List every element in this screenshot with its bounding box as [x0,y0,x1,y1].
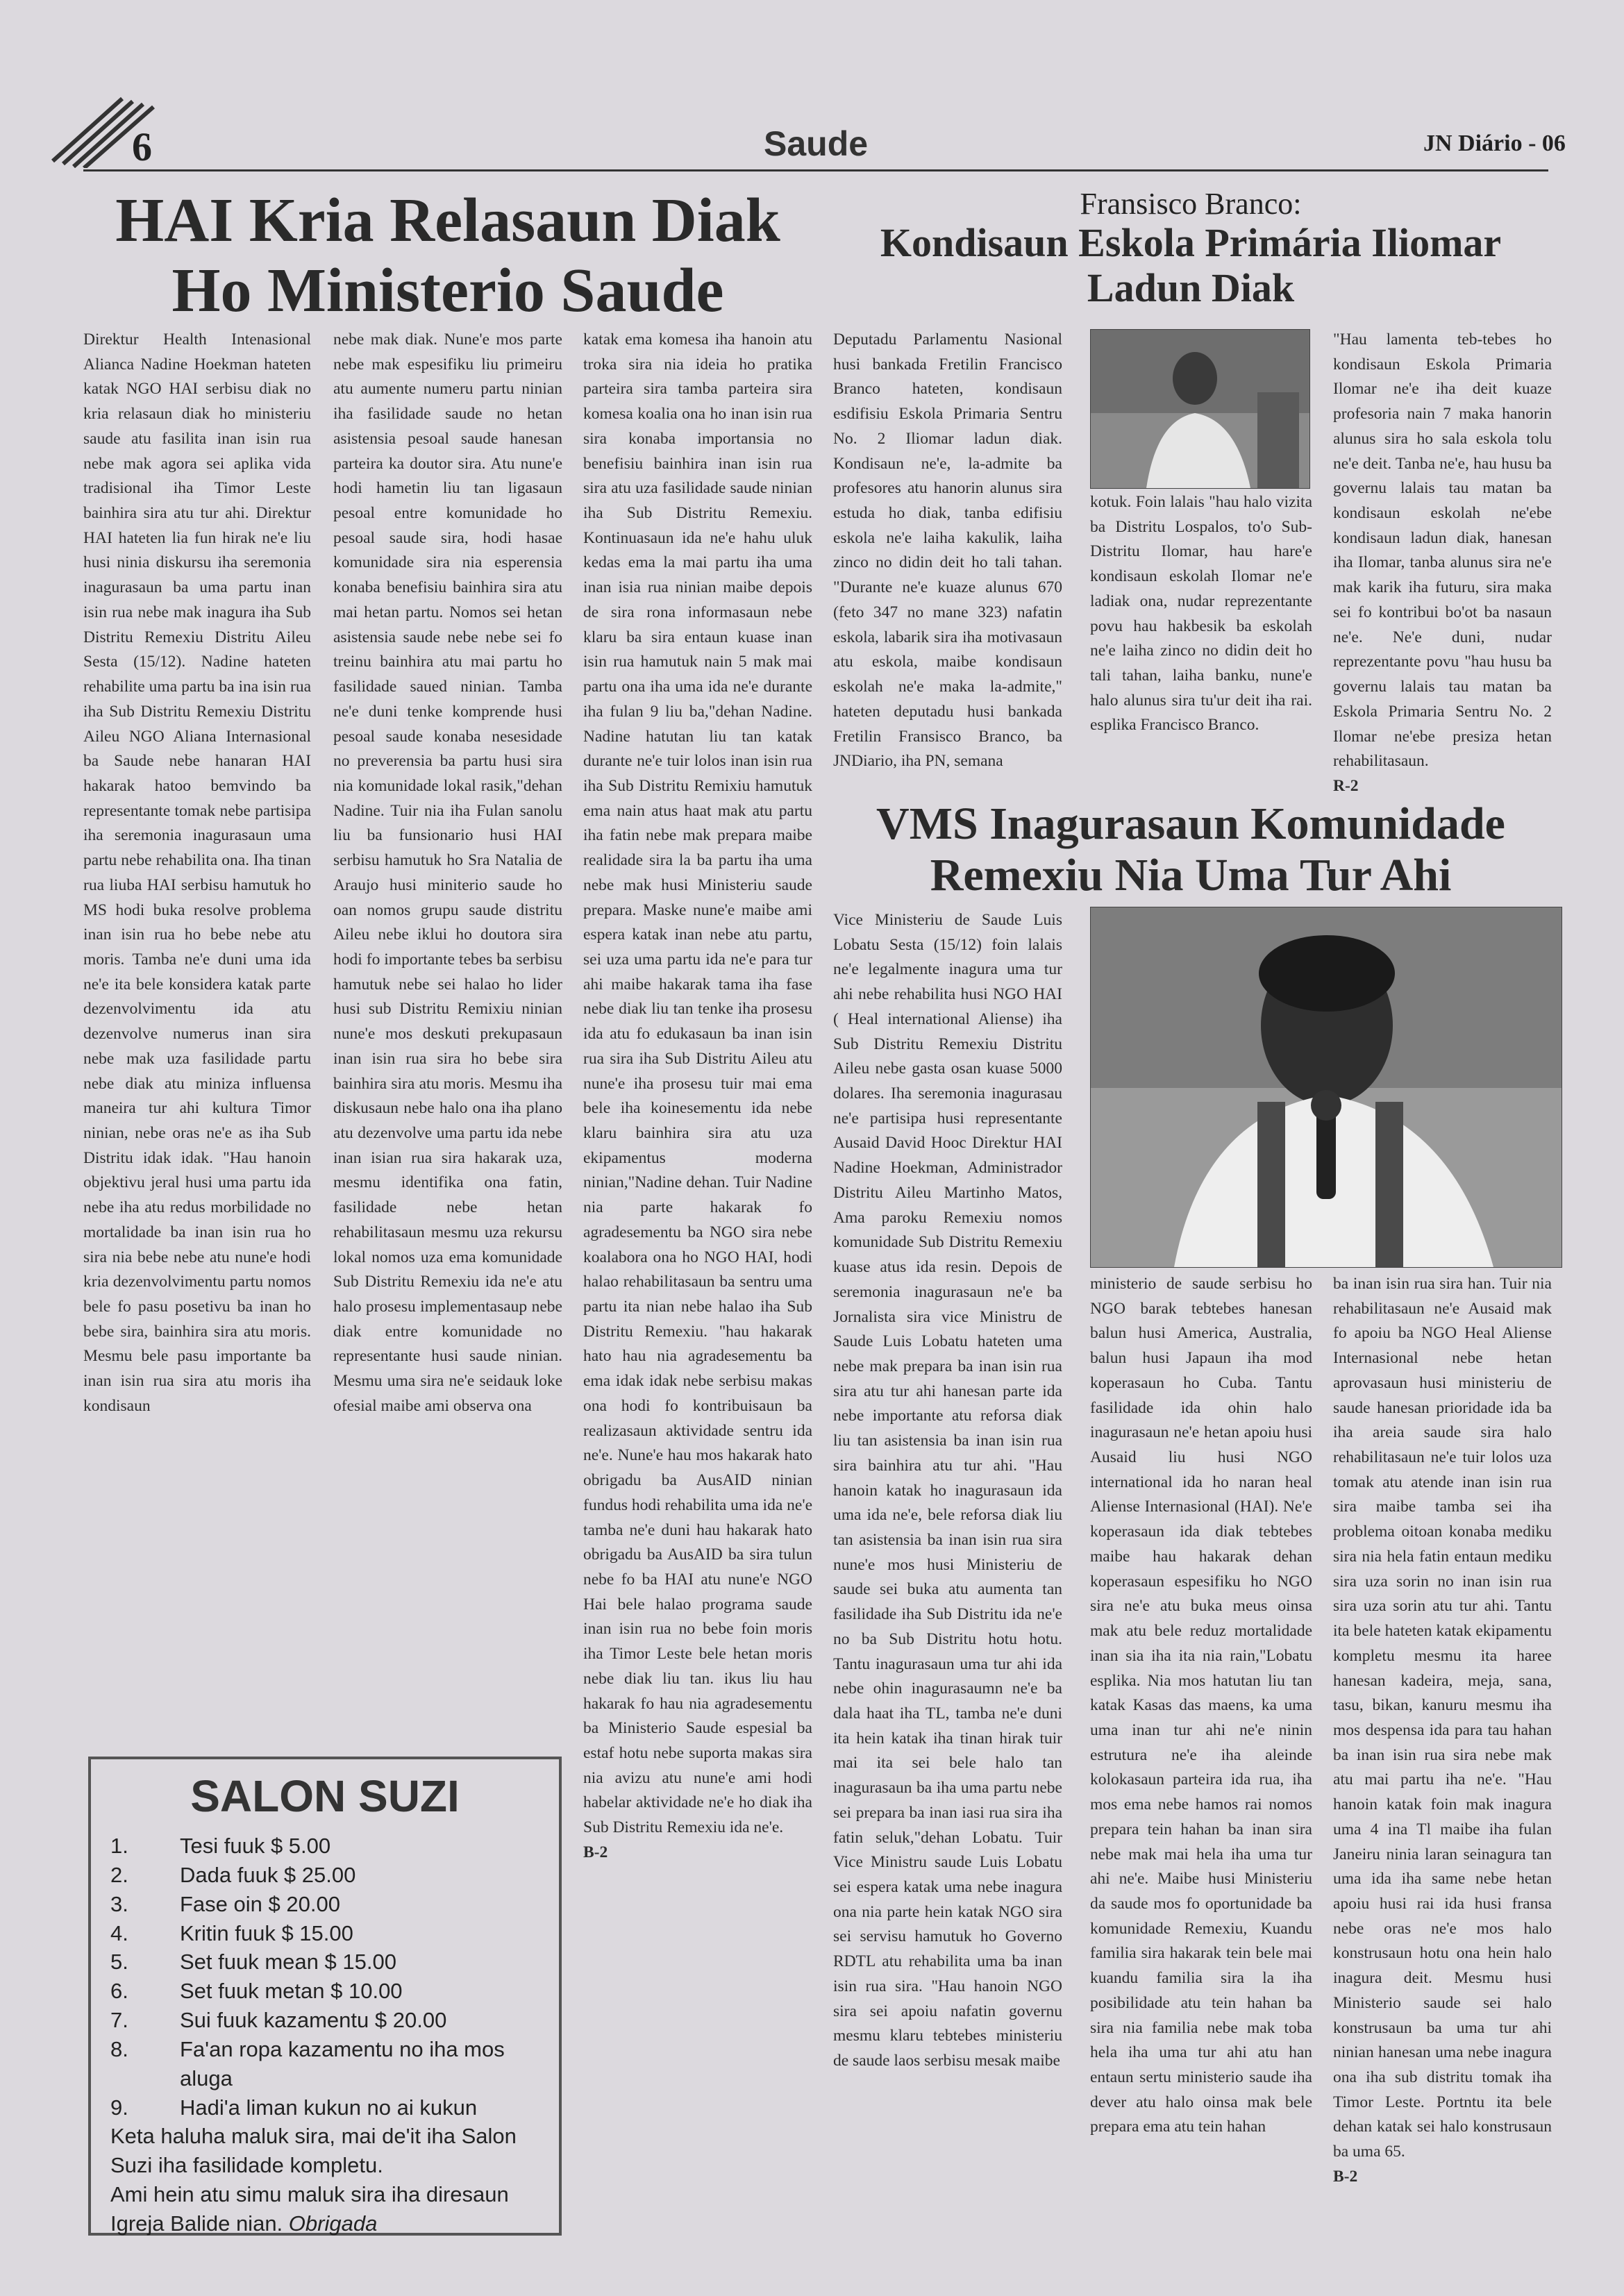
article3-signature: B-2 [1333,2167,1358,2186]
salon-price-list [110,1832,539,2122]
list-item: 3. Fase oin $ 20.00 [110,1891,340,1916]
article3-headline: VMS Inagurasaun Komunidade Remexiu Nia Uma Tur Ahi [876,798,1505,900]
list-item: 1. Tesi fuuk $ 5.00 [110,1834,331,1858]
salon-footer-1: Keta haluha maluk sira, mai de'it iha Salon Suzi iha fasilidade kompletu. [110,2124,517,2178]
article2-column-2: kotuk. Foin lalais "hau halo vizita ba Distritu Lospalos, to'o Sub-Distritu Ilomar, hau hare'e kondisaun eskolah Ilomar ne'e ladiak ona, nudar reprezentante povu hau hakbesik ba eskolah ne'e laiha zinco no didin deit ho tali tahan, laiha banku, nune'e halo alunus sira tu'ur deit iha rai. esplika Francisco Branco. [1090,493,1312,735]
article2-headline: Kondisaun Eskola Primária Iliomar Ladun Diak [880,220,1502,310]
list-item: 6. Set fuuk metan $ 10.00 [110,1979,403,2004]
article1-signature: B-2 [583,1843,608,1861]
article1-column-1: Direktur Health Intenasional Alianca Nadine Hoekman hateten katak NGO HAI serbisu diak no kria relasaun diak ho ministeriu saude atu fasilita inan isin rua nebe mak agora sei aplika vida tradisional iha Timor Leste bainhira sira atu tur ahi. Direktur HAI hateten lia fun hirak ne'e liu husi ninia diskursu iha seremonia inagurasaun ba uma partu inan isin rua nebe mak inagura iha Sub Distritu Remexiu Distritu Aileu Sesta (15/12). Nadine hateten rehabilite uma partu ba ina isin rua iha Sub Distritu Remexiu Distritu Aileu NGO Aliana Internasional ba Saude nebe hanaran HAI hakarak hatoo bemvindo ba representante tomak nebe partisipa iha seremonia inagurasaun uma partu nebe rehabilita ona. Iha tinan rua liuba HAI serbisu hamutuk ho MS hodi buka resolve problema inan isin rua ho bebe nebe atu moris. Tamba ne'e duni uma ida ne'e ita bele konsidera katak parte dezenvolvimentu ida atu dezenvolve numerus inan sira nebe mak uza fasilidade partu nebe diak atu miniza influensa maneira tur ahi kultura Timor ninian, nebe oras ne'e as iha Sub Distritu idak idak. "Hau hanoin objektivu jeral husi uma partu ida nebe iha atu redus morbilidade no mortalidade ba inan isin rua ho sira nia bebe nebe atu nune'e hodi kria dezenvolvimentu partu nomos bele fo pasu posetivu ba inan ho bebe sira, bainhira sira atu moris. Mesmu bele pasu importante ba inan isin rua sira atu moris iha kondisaun [83,330,311,1415]
salon-suzi-ad [88,1757,562,2236]
list-item: 8. Fa'an ropa kazamentu no iha mos aluga [110,2036,505,2090]
article1-column-3: katak ema komesa iha hanoin atu troka sira nia ideia ho pratika parteira sira tamba parteira sira komesa koalia ona ho inan isin rua sira konaba importansia no benefisiu bainhira inan isin rua sira atu uza fasilidade saude ninian iha Sub Distritu Remexiu. Kontinuasaun ida ne'e hahu uluk kedas ema la mai partu iha uma inan isia rua ninian maibe depois de sira rona informasaun nebe klaru ba sira entaun kuase inan isin rua hamutuk nain 5 mak mai partu ona iha uma ida ne'e durante iha fulan 9 liu ba,"dehan Nadine. Nadine hatutan liu tan katak durante ne'e tuir lolos inan isin rua iha Sub Distritu Remixiu hamutuk ema nain atus haat mak atu partu iha fatin nebe mak prepara maibe realidade sira la ba partu iha uma nebe mak husi Ministeriu saude prepara. Maske nune'e maibe ami espera katak inan nebe atu partu, sei uza uma partu ida ne'e para tur ahi maibe hakarak tama iha fase nebe diak liu tan tenke iha prosesu ida atu fo edukasaun ba inan isin rua sira iha Sub Distritu Aileu atu nune'e iha prosesu tuir mai ema bele iha koinesementu ida nebe klaru bainhira sira atu uza ekipamentus moderna ninian,"Nadine dehan. Tuir Nadine nia parte hakarak fo agradesementu ba NGO sira nebe koalabora ona ho NGO HAI, hodi halao rehabilitasaun ba sentru uma partu ita nian nebe halao iha Sub Distritu Remexiu. "hau hakarak hato hau nia agradesementu ba ema idak idak nebe serbisu makas ona hodi fo kontribuisaun ba realizasaun aktividade sentru ida ne'e. Nune'e hau mos hakarak hato obrigadu ba AusAID ninian fundus hodi rehabilita uma ida ne'e tamba ne'e duni hau hakarak hato obrigadu ba AusAID ba sira tulun nebe fo ba HAI atu nune'e NGO Hai bele halao programa saude inan isin rua no bebe foin moris iha Timor Leste bele hetan moris nebe diak liu tan. ikus liu hau hakarak fo hau nia agradesementu ba Ministerio Saude espesial ba estaf hotu nebe suporta makas sira nia avizu atu nune'e ami hodi habelar aktividade ne'e ho diak iha Sub Distritu Remexiu ida ne'e. B-2 [583,330,812,1861]
article1-column-2: nebe mak diak. Nune'e mos parte nebe mak espesifiku liu primeiru atu aumente numeru partu ninian iha fasilidade saude no hetan asistensia pesoal saude hanesan parteira ka doutor sira. Atu nune'e hodi hametin liu tan ligasaun pesoal entre komunidade ho pesoal saude sira, hodi hasae komunidade sira nia esperensia konaba benefisiu bainhira sira atu mai hetan partu. Nomos sei hetan asistensia saude nebe nebe sei fo treinu bainhira atu mai partu ho fasilidade saued ninian. Tamba ne'e duni tenke komprende husi pesoal saude konaba nesesidade no preverensia ba partu husi sira nia komunidade lokal rasik,"dehan Nadine. Tuir nia iha Fulan sanolu liu ba funsionario husi HAI serbisu hamutuk ho Sra Natalia de Araujo husi miniterio saude ho oan nomos grupu saude distritu Aileu nebe iklui ho doutora sira hodi fo importante tebes ba serbisu hamutuk nebe sei halao ho lider husi sub Distritu Remixiu ninian nune'e mos deskuti prekupasaun inan isin rua sira ho bebe sira bainhira sira atu moris. Mesmu iha diskusaun nebe halo ona iha plano atu dezenvolve uma partu ida nebe inan isian rua sira hakarak uza, mesmu identifika ona fatin, fasilidade nebe hetan rehabilitasaun mesmu uza rekursu lokal nomos uza ema komunidade Sub Distritu Remexiu ida ne'e atu halo prosesu implementasaup nebe diak entre komunidade no representante husi saude ninian. Mesmu uma sira ne'e seidauk loke ofesial maibe ami observa ona [333,330,562,1415]
article2-column-3: "Hau lamenta teb-tebes ho kondisaun Eskola Primaria Ilomar ne'e iha deit kuaze profesoria nain 7 maka hanorin alunus sira ho sala eskola tolu ne'e deit. Tanba ne'e, hau husu ba governu lalais tau matan ba kondisaun eskolah ne'ebe kondisaun ladun diak, hanesan iha Ilomar, tanba alunus sira ne'e mak karik iha futuru, sira maka sei fo kontribui bo'ot ba nasaun ne'e. Ne'e duni, nudar reprezentante povu "hau husu ba governu lalais tau matan ba Eskola Primaria Sentru No. 2 Ilomar ne'ebe presiza hetan rehabilitasaun. R-2 [1333,330,1552,795]
article3-column-2: ministerio de saude serbisu ho NGO barak tebtebes hanesan balun husi America, Australia, balun husi Japaun iha mod koperasaun ho Cuba. Tantu fasilidade ida ohin halo inagurasaun ne'e hetan apoiu husi Ausaid liu husi NGO international ida ho naran heal Aliense Internasional (HAI). Ne'e koperasaun ida diak tebtebes maibe hau hakarak dehan koperasaun espesifiku ho NGO sira ne'e atu buka meus oinsa mak atu bele reduz mortalidade inan sia iha ita nia rain,"Lobatu esplika. Nia mos hatutan liu tan katak Kasas das maens, ka uma uma inan tur ahi ne'e ninin estrutura ne'e iha aleinde kolokasaun parteira ida rua, iha mos ema nebe hamos rai nomos prepara tein hahan ba inan sira nebe mak mai hela iha uma tur ahi ne'e. Maibe husi Ministeriu da saude mos fo oportunidade ba komunidade Remexiu, Kuandu familia sira hakarak tein bele mai kuandu familia sira la iha posibilidade atu tein hahan ba sira nia familia nebe mak toba hela iha uma tur ahi atu han entaun sertu ministerio saude iha dever atu halo oinsa mak bele prepara ema atu tein hahan [1090,1275,1312,2136]
article2-signature: R-2 [1333,776,1359,795]
list-item: 5. Set fuuk mean $ 15.00 [110,1950,396,1975]
section-title: Saude [764,124,869,163]
salon-title: SALON SUZI [190,1771,460,1821]
paper-name: JN Diário - 06 [1423,131,1566,156]
header-rule [83,169,1548,171]
salon-thanks: Obrigada [288,2211,378,2236]
list-item: 9. Hadi'a liman kukun no ai kukun [110,2095,478,2120]
article2-kicker: Fransisco Branco: [1080,187,1302,221]
list-item: 2. Dada fuuk $ 25.00 [110,1862,356,1887]
salon-footer-2: Ami hein atu simu maluk sira iha diresaun Igreja Balide nian. Obrigada [110,2182,509,2236]
list-item: 7. Sui fuuk kazamentu $ 20.00 [110,2008,447,2033]
article2-column-1: Deputadu Parlamentu Nasional husi bankada Fretilin Francisco Branco hateten, kondisaun esdifisiu Eskola Primaria Sentru No. 2 Iliomar ladun diak. Kondisaun ne'e, la-admite ba profesores atu hanorin alunus sira estuda ho diak, tanba edifisiu eskola ne'e laiha kakulik, laiha zinco no didin deit ho tali tahan. "Durante ne'e kuaze alunus 670 (feto 347 no mane 323) nafatin eskola, labarik sira iha motivasaun atu eskola, maibe kondisaun eskolah ne'e maka la-admite," hateten deputadu husi bankada Fretilin Fransisco Branco, ba JNDiario, iha PN, semana [833,330,1062,771]
list-item: 4. Kritin fuuk $ 15.00 [110,1920,353,1945]
article3-column-3: ba inan isin rua sira han. Tuir nia rehabilitasaun ne'e Ausaid mak fo apoiu ba NGO Heal Aliense Internasional nebe hetan aprovasaun husi ministeriu de saude hanesan prioridade ida ba iha areia saude sira halo rehabilitasaun ne'e tuir lolos uza tomak atu atende inan isin rua sira maibe tamba sei iha problema oitoan konaba mediku sira nia hela fatin entaun mediku sira uza sorin no inan isin rua sira uza sorin atu tur ahi. Tantu ita bele hateten katak ekipamentu kompletu mesmu ita haree hanesan kadeira, meja, sana, tasu, bikan, kanuru mesmu iha mos despensa ida para tau hahan ba inan isin rua sira nebe mak atu mai partu iha ne'e. "Hau hanoin katak foin mak inagura uma 4 ina Tl maibe iha fulan Janeiru ninia laran seinagura tan uma ida iha same nebe hetan apoiu husi rai ida husi fransa nebe oras ne'e mos halo konstrusaun hotu ona hein halo inagura deit. Mesmu husi Ministerio saude sei halo konstrusaun ba uma tur ahi ninian hanesan uma nebe inagura ona iha sub distritu tomak iha Timor Leste. Portntu ita bele dehan katak sei halo konstrusaun ba uma 65. B-2 [1333,1275,1552,2186]
page-number: 6 [132,124,152,169]
photo-vice-minister-speaking [1090,907,1562,1268]
article1-headline: HAI Kria Relasaun Diak Ho Ministerio Saude [115,186,780,325]
article3-column-1: Vice Ministeriu de Saude Luis Lobatu Sesta (15/12) foin lalais ne'e legalmente inagura uma tur ahi nebe rehabilita husi NGO HAI ( Heal international Aliense) iha Sub Distritu Remexiu Distritu Aileu nebe gasta osan kuase 5000 dolares. Iha seremonia inagurasau ne'e partisipa husi representante Ausaid David Hooc Direktur HAI Nadine Hoekman, Administrador Distritu Aileu Martinho Matos, Ama paroku Remexiu nomos komunidade Sub Distritu Remexiu kuase atus ida resin. Depois de seremonia inagurasaun ne'e ba Jornalista sira vice Ministru de Saude Luis Lobatu hateten uma nebe mak prepara ba inan isin rua sira atu tur ahi hanesan parte ida nebe importante atu reforsa diak liu tan asistensia ba inan isin rua sira bainhira atu tur ahi. "Hau hanoin katak ho inagurasaun ida uma ida ne'e, bele reforsa diak liu tan asistensia ba inan isin rua sira nune'e mos husi Ministeriu de saude sei buka atu aumenta tan fasilidade iha Sub Distritu ida ne'e no ba Sub Distritu hotu hotu. Tantu inagurasaun uma tur ahi ida nebe ohin inagurasaumn ne'e ba dala haat iha TL, tamba ne'e duni ita hein katak iha tinan hirak tuir mai ita sei bele halo tan inagurasaun ba iha uma partu nebe sei prepara ba inan iasi rua sira iha fatin seluk,"dehan Lobatu. Tuir Vice Ministru saude Luis Lobatu sei espera katak uma nebe inagura ona nia parte hein katak NGO sira sei servisu hamutuk ho Governo RDTL atu rehabilita uma ba inan isin rua sira. "Hau hanoin NGO sira sei apoiu nafatin governu mesmu klaru tebtebes ministeriu de saude laos serbisu mesak maibe [833,911,1062,2070]
portrait-photo-branco [1090,329,1310,489]
